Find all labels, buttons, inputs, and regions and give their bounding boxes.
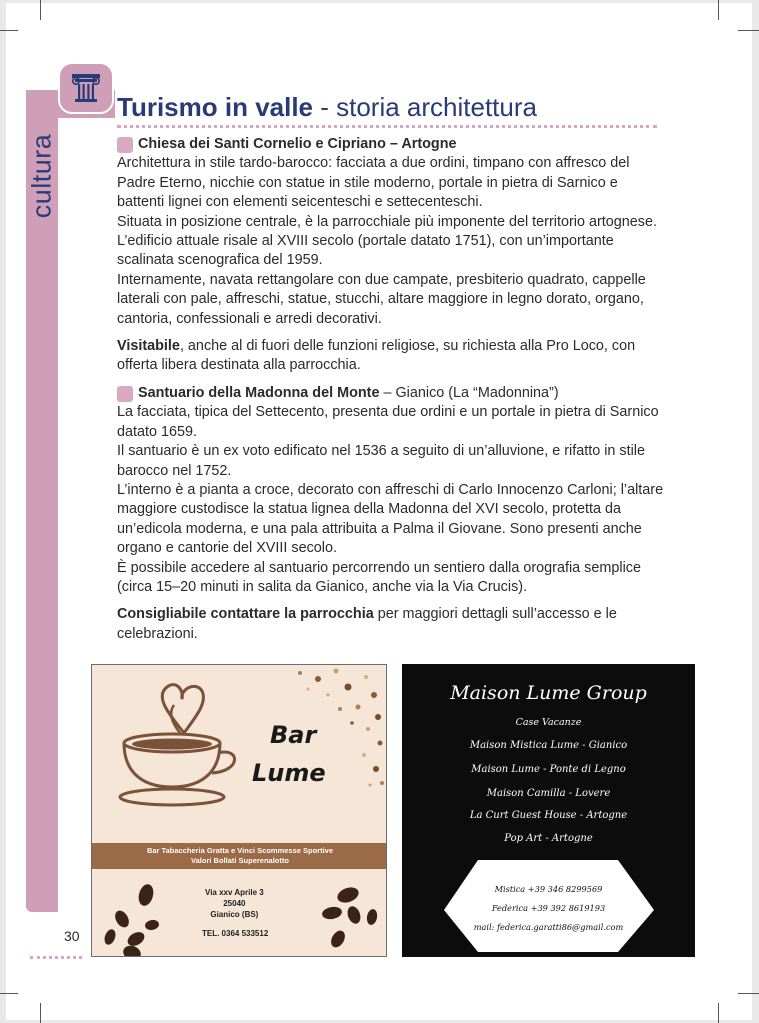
address-line3: Gianico (BS) <box>210 910 259 919</box>
maison-contact: Federica +39 392 8619193 <box>491 903 606 913</box>
ad-bar-lume <box>91 664 387 957</box>
column-icon-badge <box>58 62 114 114</box>
heading-chiesa: Chiesa dei Santi Cornelio e Cipriano – Artogne <box>138 136 457 152</box>
page-title <box>117 92 537 123</box>
heading-santuario-rest: – Gianico (La “Madonnina”) <box>379 384 559 401</box>
page-number: 30 <box>64 928 80 944</box>
maison-subtitle: Case Vacanze <box>515 717 582 728</box>
crop-mark <box>738 30 759 31</box>
column-icon <box>69 71 103 105</box>
maison-contact: Mistica +39 346 8299569 <box>494 884 603 894</box>
section-heading-chiesa <box>117 135 665 154</box>
contact-bold: Consigliabile contattare la parrocchia <box>117 606 374 623</box>
page-title-bold: Turismo in valle <box>117 92 314 122</box>
maison-item: Maison Mistica Lume - Gianico <box>469 740 628 751</box>
services-line2: Valori Bollati Superenalotto <box>191 856 289 865</box>
crop-mark <box>40 0 41 20</box>
paragraph-contact <box>117 605 665 644</box>
maison-item: La Curt Guest House - Artogne <box>469 810 628 821</box>
maison-item: Pop Art - Artogne <box>504 833 593 844</box>
crop-mark <box>718 1003 719 1023</box>
section-heading-santuario <box>117 384 665 403</box>
bar-telephone: TEL. 0364 533512 <box>202 929 269 938</box>
crop-mark <box>0 993 18 994</box>
page-title-rest: - storia architettura <box>313 92 537 122</box>
ad-maison-lume <box>402 664 695 957</box>
coffee-cup-icon <box>112 675 262 825</box>
footer-dotted-rule <box>30 956 82 959</box>
services-line1: Bar Tabaccheria Gratta e Vinci Scommesse Sportive <box>146 846 334 855</box>
maison-item: Maison Lume - Ponte di Legno <box>471 764 626 775</box>
maison-title: Maison Lume Group <box>450 682 647 704</box>
bullet-square-icon <box>117 386 133 402</box>
paragraph: La facciata, tipica del Settecento, presenta due ordini e un portale in pietra di Sarnico datato 1659. <box>117 404 659 440</box>
maison-contact: mail: federica.garatti86@gmail.com <box>473 922 624 932</box>
services-strip <box>92 843 387 869</box>
crop-mark <box>0 30 18 31</box>
article-body <box>117 135 665 644</box>
visit-bold: Visitabile <box>117 338 180 355</box>
paragraph: L’interno è a pianta a croce, decorato con affreschi di Carlo Innocenzo Carloni; l’altare maggiore custodisce la statua lignea della Madonna del XVI secolo, protetta da un’edicola moderna, e una pala attribuita a Palma il Giovane. Sono presenti anche organo e cantorie del XVIII secolo. <box>117 481 664 557</box>
coffee-beans-decoration <box>92 869 387 957</box>
crop-mark <box>718 0 719 20</box>
paragraph: È possibile accedere al santuario percorrendo un sentiero dalla orografia semplice (circa 15–20 minuti in salita da Gianico, anche via la Via Crucis). <box>117 559 641 595</box>
visit-rest: , anche al di fuori delle funzioni religiose, su richiesta alla Pro Loco, con offerta libera destinata alla parrocchia. <box>117 338 636 374</box>
bar-name-line1: Bar <box>270 721 317 749</box>
paragraph-visit <box>117 337 665 376</box>
crop-mark <box>40 1003 41 1023</box>
heading-santuario: Santuario della Madonna del Monte <box>138 384 380 401</box>
maison-item: Maison Camilla - Lovere <box>486 788 611 799</box>
bar-name-line2: Lume <box>252 759 326 787</box>
section-label: cultura <box>26 133 57 219</box>
contact-rest: per maggiori dettagli sull’accesso e le celebrazioni. <box>117 606 617 642</box>
address-line2: 25040 <box>223 899 246 908</box>
address-line1: Via xxv Aprile 3 <box>205 888 264 897</box>
bullet-square-icon <box>117 137 133 153</box>
crop-mark <box>738 993 759 994</box>
paragraph: Internamente, navata rettangolare con due campate, presbiterio quadrato, cappelle laterali con pale, affreschi, statue, stucchi, altare maggiore in legno dorato, organo, cantoria, confessionali e arredi decorativi. <box>117 271 646 327</box>
paragraph: Situata in posizione centrale, è la parrocchiale più imponente del territorio artognese. L’edificio attuale risale al XVIII secolo (portale datato 1751), con un’importante scalinata scenografica del 1959. <box>117 213 657 269</box>
paragraph: Il santuario è un ex voto edificato nel 1536 a seguito di un’alluvione, e rifatto in stile barocco nel 1752. <box>117 443 645 479</box>
title-dotted-rule <box>117 125 657 128</box>
paragraph: Architettura in stile tardo-barocco: facciata a due ordini, timpano con affresco del Padre Eterno, nicchie con statue in stile moderno, portale in pietra di Sarnico e battenti lignei con elementi seicenteschi e settecenteschi. <box>117 155 630 211</box>
